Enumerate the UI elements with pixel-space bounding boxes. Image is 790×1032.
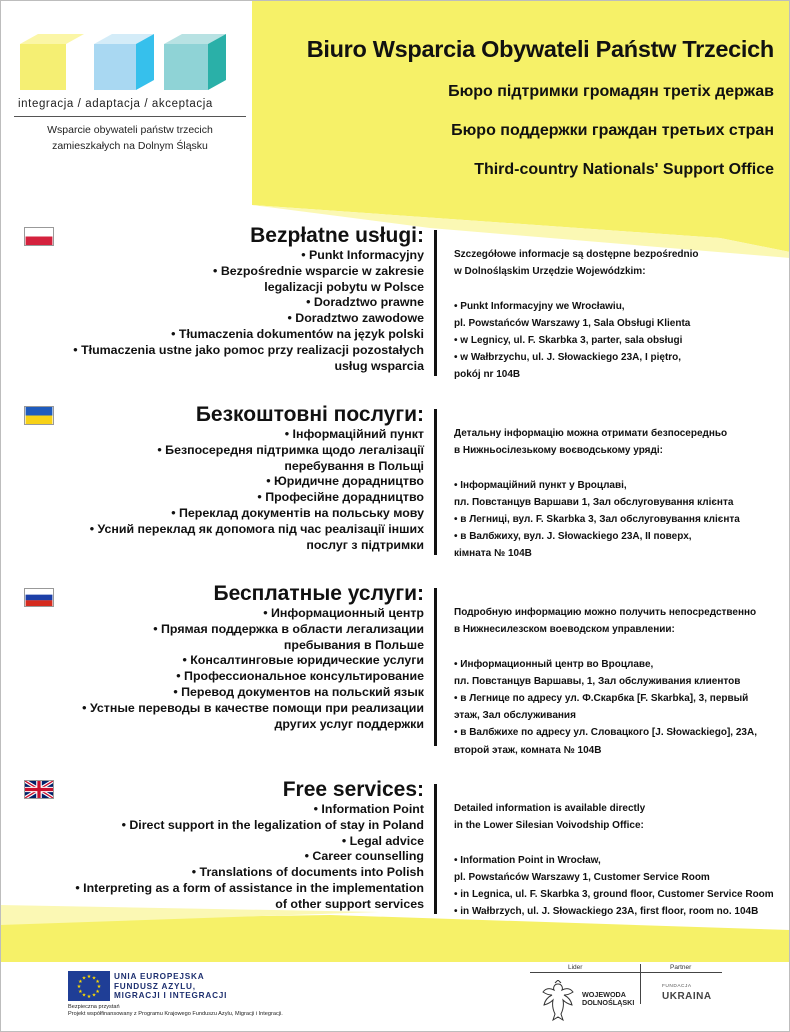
list-item: • Прямая поддержка в области легализации bbox=[153, 621, 424, 636]
list-item: • Doradztwo prawne bbox=[306, 295, 424, 310]
wojewoda-label: WOJEWODA DOLNOŚLĄSKI bbox=[582, 990, 635, 1008]
svg-text:★: ★ bbox=[81, 992, 87, 999]
office-titles bbox=[307, 34, 774, 181]
logo-subtitle: Wsparcie obywateli państw trzecich zamieszkałych na Dolnym Śląsku bbox=[47, 124, 213, 152]
services-heading-en: Free services: bbox=[282, 778, 424, 801]
list-item: of other support services bbox=[275, 896, 424, 911]
svg-text:★: ★ bbox=[86, 994, 92, 1000]
logo bbox=[14, 32, 246, 92]
services-list-uk bbox=[4, 403, 424, 553]
ukraina-logo: UKRAINA bbox=[662, 991, 712, 1002]
svg-text:★: ★ bbox=[76, 984, 82, 990]
project-cofinancing-note: Bezpieczna przystań Projekt współfinansowany z Programu Krajowego Funduszu Azylu, Migracji i Integracji. bbox=[68, 1004, 283, 1017]
info-block-uk: Детальну інформацію можна отримати безпосередньо в Нижньосілезькому воєводському уряді: • Інформаційний пункт у Вроцлаві, пл. Повстанцув Варшави 1, Зал обслуговування клієнта • в Легниці, вул. F. Skarbka 3, Зал обслуговування клієнта • в Валбжиху, вул. J. Słowackiego 23A, II поверх, кімната № 104B bbox=[454, 428, 740, 560]
lider-label: Lider bbox=[568, 964, 583, 971]
list-item: перебування в Польщі bbox=[284, 458, 424, 473]
list-item: • Юридичне дорадництво bbox=[266, 474, 424, 489]
svg-text:★: ★ bbox=[81, 975, 87, 982]
svg-text:★: ★ bbox=[78, 989, 83, 995]
section-polish bbox=[0, 224, 790, 384]
list-item: послуг з підтримки bbox=[306, 537, 424, 552]
eu-flag-icon bbox=[68, 971, 110, 1001]
svg-text:★: ★ bbox=[96, 984, 102, 990]
list-item: • Translations of documents into Polish bbox=[191, 865, 424, 880]
services-list-pl bbox=[4, 224, 424, 374]
cubes-logo-icon bbox=[14, 32, 246, 92]
title-english: Third-country Nationals' Support Office bbox=[474, 161, 774, 178]
partners-separator bbox=[640, 964, 641, 1004]
info-block-ru: Подробную информацию можно получить непосредственно в Нижнесилезском воеводском управлении: • Информационный центр во Вроцлаве, пл. Повстанцув Варшавы, 1, Зал обслуживания клиентов • в Легнице по адресу ул. Ф.Скарбка [F. Skarbka], 3, первый этаж, Зал обслуживания • в Валбжихе по адресу ул. Словацкого [J. Słowackiego], 23A, второй этаж, комната № 104B bbox=[454, 607, 757, 756]
list-item: • Перевод документов на польский язык bbox=[173, 684, 424, 699]
title-polish: Biuro Wsparcia Obywateli Państw Trzecich bbox=[306, 36, 774, 62]
list-item: • Переклад документів на польську мову bbox=[171, 505, 424, 520]
title-russian: Бюро поддержки граждан третьих стран bbox=[451, 122, 774, 139]
section-divider bbox=[434, 588, 437, 746]
list-item: • Консалтинговые юридические услуги bbox=[182, 653, 424, 668]
services-list-ru bbox=[4, 582, 424, 732]
list-item: • Інформаційний пункт bbox=[284, 427, 424, 441]
section-divider bbox=[434, 230, 437, 376]
svg-text:★: ★ bbox=[86, 974, 92, 980]
svg-text:★: ★ bbox=[95, 979, 100, 985]
list-item: • Tłumaczenia ustne jako pomoc przy realizacji pozostałych bbox=[73, 342, 424, 357]
logo-divider bbox=[14, 116, 246, 117]
section-divider bbox=[434, 784, 437, 914]
services-heading-pl: Bezpłatne usługi: bbox=[250, 224, 424, 247]
list-item: usług wsparcia bbox=[334, 358, 424, 373]
list-item: • Профессиональное консультирование bbox=[176, 669, 424, 684]
list-item: • Информационный центр bbox=[263, 606, 424, 620]
section-english bbox=[0, 778, 790, 918]
list-item: • Direct support in the legalization of stay in Poland bbox=[121, 817, 424, 832]
list-item: • Legal advice bbox=[341, 833, 424, 848]
list-item: • Усний переклад як допомога під час реалізації інших bbox=[89, 521, 424, 536]
footer bbox=[0, 960, 790, 1032]
list-item: • Interpreting as a form of assistance in the implementation bbox=[75, 880, 424, 895]
partners-rule bbox=[530, 972, 722, 973]
title-ukrainian: Бюро підтримки громадян третіх держав bbox=[448, 83, 774, 100]
list-item: • Career counselling bbox=[304, 849, 424, 864]
list-item: legalizacji pobytu w Polsce bbox=[264, 279, 424, 294]
eagle-emblem-icon bbox=[540, 980, 576, 1024]
svg-text:★: ★ bbox=[95, 989, 100, 995]
svg-text:★: ★ bbox=[91, 992, 97, 999]
section-russian bbox=[0, 582, 790, 756]
partner-label: Partner bbox=[670, 964, 692, 971]
list-item: • Bezpośrednie wsparcie w zakresie bbox=[213, 263, 424, 278]
list-item: • Безпосередня підтримка щодо легалізації bbox=[157, 442, 424, 457]
fundacja-label: FUNDACJA bbox=[662, 984, 692, 989]
list-item: других услуг поддержки bbox=[274, 716, 424, 731]
info-block-en: Detailed information is available directly in the Lower Silesian Voivodship Office: • Information Point in Wrocław, pl. Powstańców Warszawy 1, Customer Service Room • in Legnica, ul. F. Skarbka 3, ground floor, Customer Service Room • in Wałbrzych, ul. J. Słowackiego 23A, first floor, room no. 104B bbox=[454, 803, 774, 918]
list-item: • Information Point bbox=[313, 802, 424, 816]
list-item: • Doradztwo zawodowe bbox=[287, 311, 424, 326]
section-ukrainian bbox=[0, 403, 790, 563]
info-block-pl: Szczegółowe informacje są dostępne bezpośrednio w Dolnośląskim Urzędzie Wojewódzkim: • Punkt Informacyjny we Wrocławiu, pl. Powstańców Warszawy 1, Sala Obsługi Klienta • w Legnicy, ul. F. Skarbka 3, parter, sala obsługi • w Wałbrzychu, ul. J. Słowackiego 23A, I piętro, pokój nr 104B bbox=[454, 249, 699, 381]
list-item: • Tłumaczenia dokumentów na język polski bbox=[171, 326, 424, 341]
svg-text:★: ★ bbox=[91, 975, 97, 982]
section-divider bbox=[434, 409, 437, 555]
eu-fund-text: UNIA EUROPEJSKA FUNDUSZ AZYLU, MIGRACJI I INTEGRACJI bbox=[114, 972, 228, 1000]
list-item: • Професійне дорадництво bbox=[257, 490, 424, 505]
svg-text:★: ★ bbox=[78, 979, 83, 985]
partners-box bbox=[530, 960, 722, 1032]
services-heading-uk: Безкоштовні послуги: bbox=[195, 403, 424, 426]
list-item: • Punkt Informacyjny bbox=[301, 248, 424, 262]
list-item: пребывания в Польше bbox=[283, 637, 424, 652]
services-heading-ru: Бесплатные услуги: bbox=[213, 582, 424, 605]
services-list-en bbox=[4, 778, 424, 913]
logo-tagline: integracja / adaptacja / akceptacja bbox=[18, 98, 213, 110]
list-item: • Устные переводы в качестве помощи при реализации bbox=[82, 700, 424, 715]
